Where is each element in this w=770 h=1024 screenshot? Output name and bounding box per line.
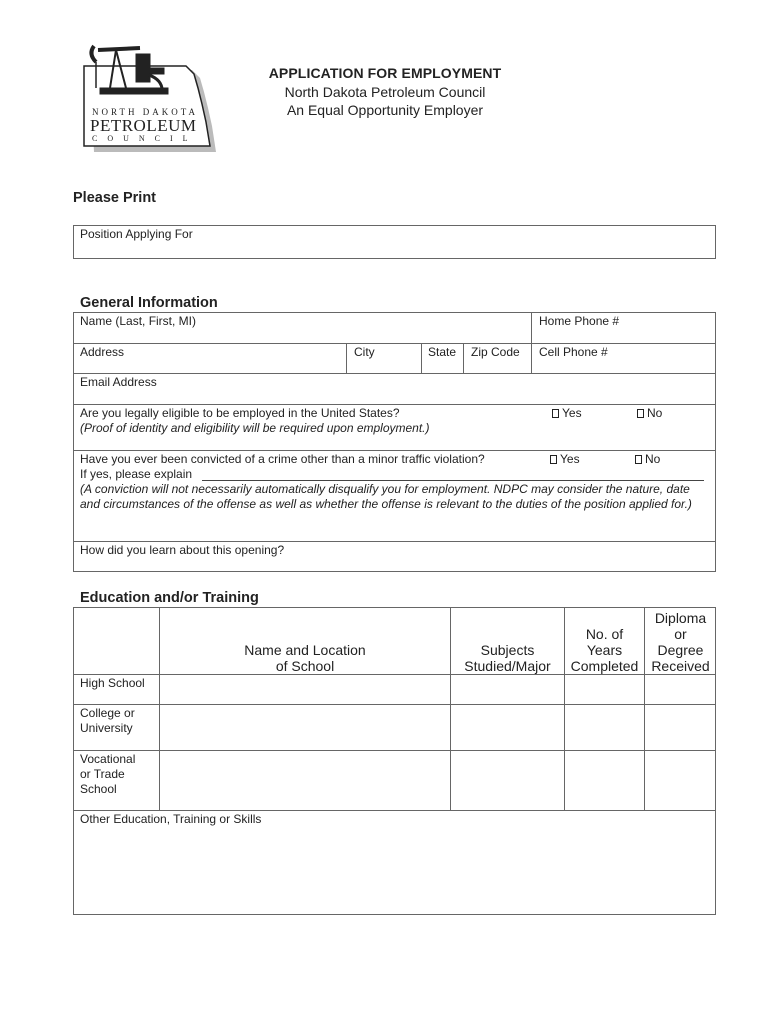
row-vocational-line-1: Vocational	[80, 752, 136, 766]
col-years-header	[565, 626, 644, 674]
conviction-no-label: No	[645, 452, 661, 466]
education-heading: Education and/or Training	[80, 590, 259, 606]
checkbox-icon[interactable]	[552, 409, 559, 418]
name-field[interactable]	[74, 313, 531, 343]
eligible-yes-label: Yes	[562, 406, 582, 420]
col-school-line-2: of School	[275, 658, 335, 674]
email-label: Email Address	[80, 375, 157, 389]
col-years-line-1: No. of	[585, 626, 624, 642]
row-college-label	[80, 706, 135, 736]
city-label: City	[354, 345, 375, 359]
explain-line[interactable]	[202, 480, 704, 481]
eoe-statement: An Equal Opportunity Employer	[286, 102, 484, 118]
state-label: State	[428, 345, 457, 359]
general-info-heading: General Information	[80, 295, 218, 311]
conviction-no-option[interactable]	[635, 452, 660, 466]
home-phone-field[interactable]	[532, 313, 716, 343]
checkbox-icon[interactable]	[635, 455, 642, 464]
checkbox-icon[interactable]	[550, 455, 557, 464]
col-diploma-line-1: Diploma	[654, 610, 707, 626]
row-vocational-label	[80, 752, 135, 797]
address-label: Address	[80, 345, 125, 359]
position-field[interactable]	[73, 225, 716, 259]
row-college-line-1: College or	[80, 706, 135, 720]
eligible-note: (Proof of identity and eligibility will be required upon employment.)	[80, 421, 430, 435]
logo-line-3: COUNCIL	[92, 134, 198, 143]
explain-label: If yes, please explain	[80, 467, 193, 481]
col-diploma-line-2: or	[674, 626, 687, 642]
conviction-note: (A conviction will not necessarily automatically disqualify you for employment. NDPC may consider the nature, date and circumstances of the offense as well as whether the offense is relevant to the duties of the position applied for.)	[80, 482, 692, 511]
row-high-school-label: High School	[80, 676, 145, 690]
zip-label: Zip Code	[471, 345, 520, 359]
row-vocational-line-2: or Trade	[80, 767, 125, 781]
conviction-question: Have you ever been convicted of a crime other than a minor traffic violation?	[80, 452, 485, 466]
conviction-yes-label: Yes	[560, 452, 580, 466]
col-subjects-line-1: Subjects	[480, 642, 535, 658]
eligible-no-label: No	[647, 406, 663, 420]
col-diploma-header	[645, 610, 716, 674]
general-info-table	[73, 312, 716, 572]
learn-field[interactable]	[74, 542, 716, 572]
col-school-header	[160, 642, 450, 674]
col-subjects-header	[451, 642, 564, 674]
row-college-line-2: University	[80, 721, 133, 735]
form-title: APPLICATION FOR EMPLOYMENT	[268, 65, 502, 81]
row-vocational-line-3: School	[80, 782, 117, 796]
col-diploma-line-4: Received	[651, 658, 710, 674]
organization-name: North Dakota Petroleum Council	[284, 83, 486, 100]
name-label: Name (Last, First, MI)	[80, 314, 197, 328]
logo-line-1: NORTH DAKOTA	[92, 107, 198, 117]
other-education-field[interactable]	[74, 811, 716, 915]
other-education-label: Other Education, Training or Skills	[80, 812, 262, 826]
eligible-no-option[interactable]	[637, 406, 662, 420]
col-school-line-1: Name and Location	[244, 642, 366, 658]
ndpc-logo	[80, 44, 220, 156]
checkbox-icon[interactable]	[637, 409, 644, 418]
eligible-question: Are you legally eligible to be employed in the United States?	[80, 406, 400, 420]
col-subjects-line-2: Studied/Major	[464, 658, 551, 674]
eligible-yes-option[interactable]	[552, 406, 582, 420]
home-phone-label: Home Phone #	[539, 314, 620, 328]
logo-line-2: PETROLEUM	[90, 116, 197, 135]
please-print-heading: Please Print	[73, 190, 157, 206]
form-header	[200, 64, 570, 120]
position-label: Position Applying For	[80, 227, 193, 241]
cell-phone-label: Cell Phone #	[539, 345, 608, 359]
col-diploma-line-3: Degree	[657, 642, 704, 658]
col-years-line-2: Years	[586, 642, 623, 658]
education-table	[73, 607, 716, 915]
learn-label: How did you learn about this opening?	[80, 543, 285, 557]
col-years-line-3: Completed	[570, 658, 639, 674]
conviction-yes-option[interactable]	[550, 452, 580, 466]
